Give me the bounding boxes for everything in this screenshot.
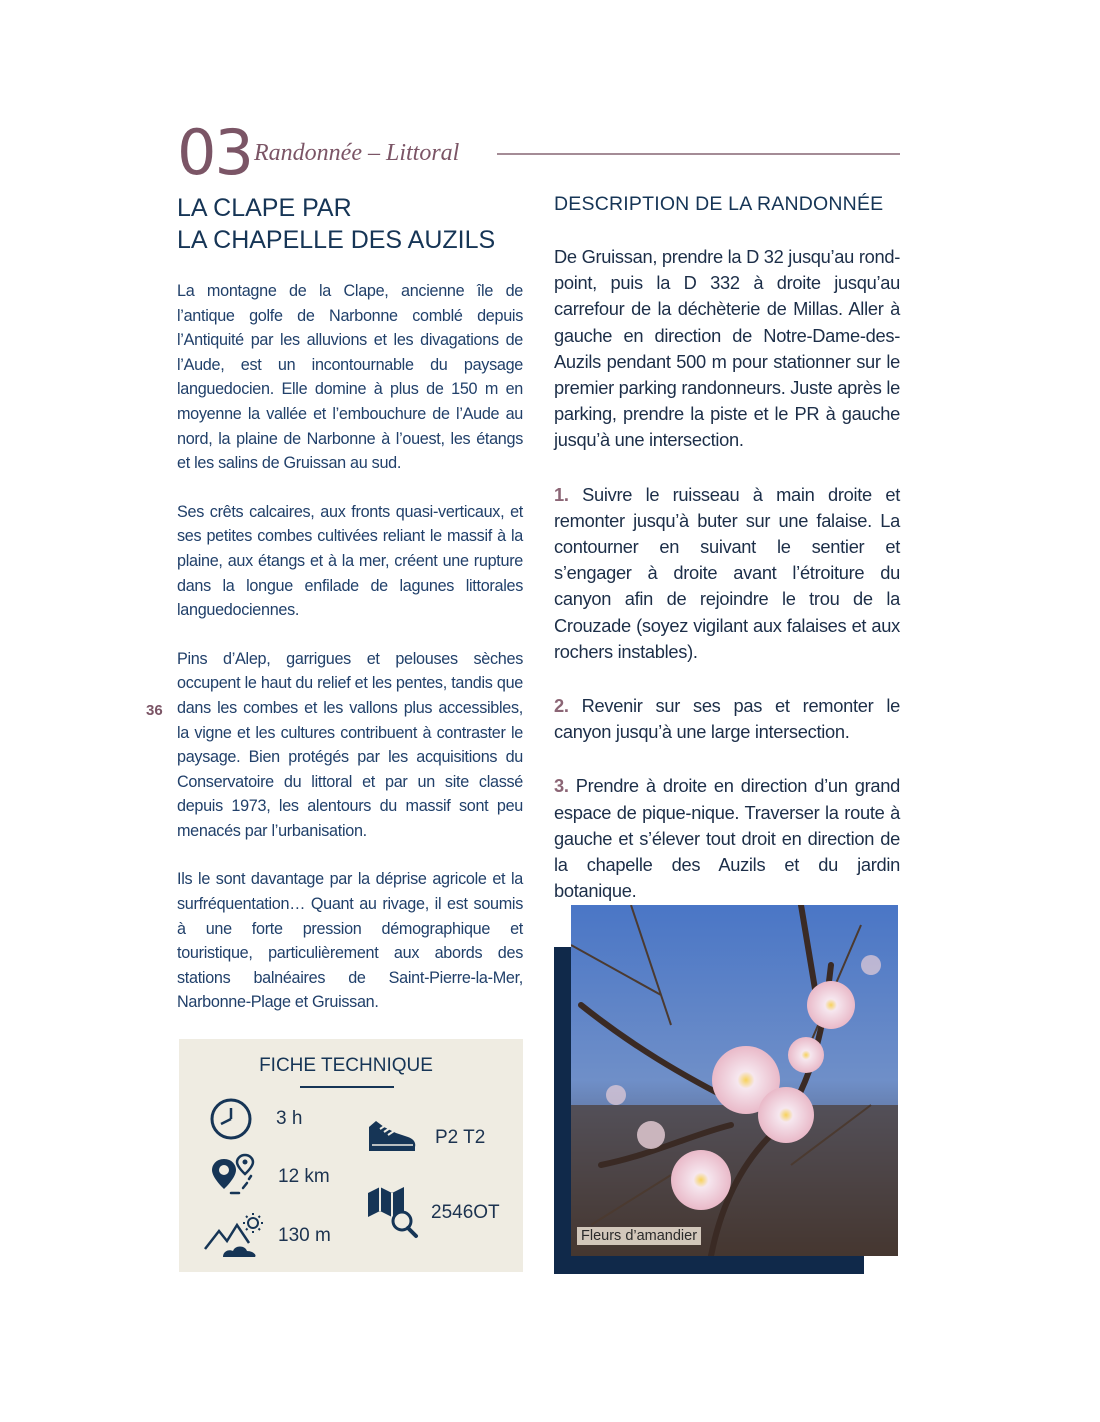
step-2-text: Revenir sur ses pas et remonter le canyon jusqu’à une large intersection.	[554, 695, 901, 743]
almond-blossom-photo	[571, 905, 898, 1256]
intro-text	[177, 279, 523, 1039]
clock-icon	[209, 1097, 253, 1141]
map-search-icon	[366, 1185, 420, 1239]
elevation-value: 130 m	[278, 1225, 331, 1246]
step-1	[554, 482, 900, 665]
step-1-number: 1.	[554, 483, 569, 505]
fiche-title-underline	[300, 1086, 394, 1088]
intro-paragraph-2: Ses crêts calcaires, aux fronts quasi-verticaux, et ses petites combes cultivées reliant le massif à la plaine, aux étangs et à la mer, créent une rupture dans la longue enfilade de lagunes littorales languedociennes.	[177, 502, 523, 620]
step-3-number: 3.	[554, 775, 569, 797]
step-3	[554, 773, 900, 904]
distance-value: 12 km	[278, 1166, 330, 1187]
photo-caption: Fleurs d’amandier	[577, 1227, 701, 1245]
page-title	[177, 192, 537, 256]
intro-paragraph-3: Pins d’Alep, garrigues et pelouses sèches occupent le haut du relief et les pentes, tandis que dans les combes et les vallons plus accessibles, la vigne et les cultures contribuent à contraster le paysage. Bien protégés par les acquisitions du Conservatoire du littoral et par un site classé depuis 1973, les alentours du massif sont peu menacés par l’urbanisation.	[177, 649, 523, 840]
hiking-shoe-icon	[366, 1117, 418, 1153]
level-value: P2 T2	[435, 1127, 486, 1148]
duration-value: 3 h	[276, 1108, 303, 1129]
step-2	[554, 693, 900, 745]
title-line-1: LA CLAPE PAR	[177, 194, 352, 222]
fiche-title: FICHE TECHNIQUE	[259, 1055, 433, 1076]
fiche-technique-panel	[179, 1039, 523, 1272]
chapter-number: 03	[177, 116, 252, 189]
intro-paragraph-1: La montagne de la Clape, ancienne île de l’antique golfe de Narbonne comblé depuis l’Antiquité par les alluvions et les divagations de l’Aude, est un incontournable du paysage languedocien. Elle domine à plus de 150 m en moyenne la vallée et l’embouchure de l’Aude au nord, la plaine de Narbonne à l’ouest, les étangs et les salins de Gruissan au sud.	[177, 282, 523, 473]
description-text	[554, 244, 900, 932]
description-heading: DESCRIPTION DE LA RANDONNÉE	[554, 193, 884, 215]
header-rule	[497, 153, 900, 155]
chapter-subtitle: Randonnée – Littoral	[254, 140, 460, 166]
page-number: 36	[146, 702, 163, 719]
step-3-text: Prendre à droite en direction d’un grand espace de pique-nique. Traverser la route à gauche et s’élever tout droit en direction de la chapelle des Auzils et du jardin botanique.	[554, 775, 900, 902]
map-value: 2546OT	[431, 1202, 500, 1223]
mountain-sun-icon	[203, 1211, 265, 1261]
route-pin-icon	[209, 1153, 259, 1201]
step-1-text: Suivre le ruisseau à main droite et remonter jusqu’à buter sur une falaise. La contourner en suivant le sentier et s’engager à droite avant l’étroiture du canyon afin de rejoindre le trou de la Crouzade (soyez vigilant aux falaises et aux rochers instables).	[554, 483, 901, 662]
title-line-2: LA CHAPELLE DES AUZILS	[177, 226, 496, 254]
intro-paragraph-4: Ils le sont davantage par la déprise agricole et la surfréquentation… Quant au rivage, il est soumis à une forte pression démographique et touristique, particulièrement aux abords des stations balnéaires de Saint-Pierre-la-Mer, Narbonne-Plage et Gruissan.	[177, 870, 523, 1012]
description-intro: De Gruissan, prendre la D 32 jusqu’au rond-point, puis la D 332 à droite jusqu’au carrefour de la déchèterie de Millas. Aller à gauche en direction de Notre-Dame-des-Auzils pendant 500 m pour stationner sur le premier parking randonneurs. Juste après le parking, prendre la piste et le PR à gauche jusqu’à une intersection.	[554, 246, 900, 451]
step-2-number: 2.	[554, 695, 569, 717]
